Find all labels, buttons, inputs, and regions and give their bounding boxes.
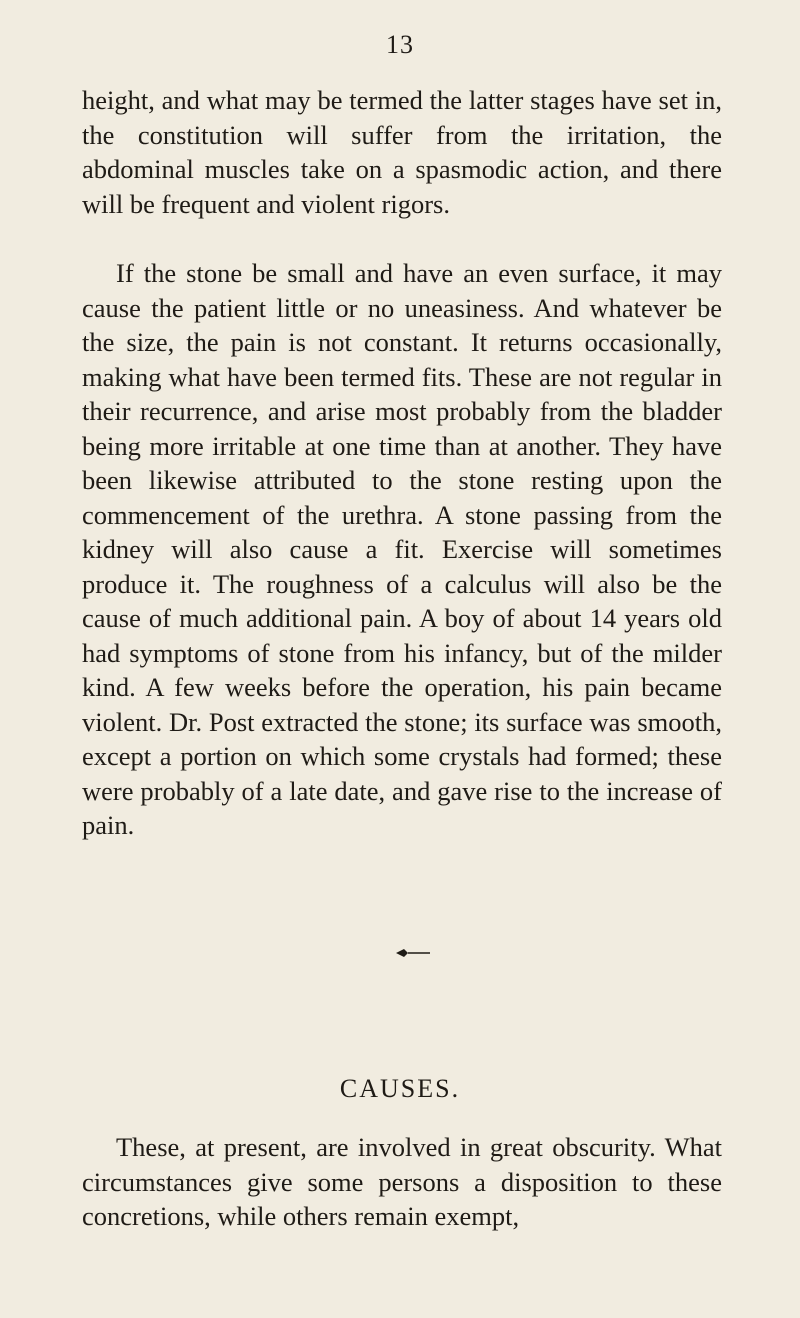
paragraph-symptoms <box>82 256 722 843</box>
page-number: 13 <box>386 30 414 59</box>
paragraph-text: These, at present, are involved in great obscurity. What circumstances give some persons a disposition to these concretions, while others remain exempt, <box>82 1132 722 1231</box>
paragraph-causes <box>82 1130 722 1234</box>
section-divider-ornament <box>368 948 432 958</box>
paragraph-continued <box>82 83 722 221</box>
section-heading-causes: CAUSES. <box>339 1074 461 1103</box>
paragraph-text: height, and what may be termed the latter stages have set in, the constitution will suffer from the irritation, the abdominal muscles take on a spasmodic action, and there will be frequent and violent rigors. <box>82 85 722 219</box>
paragraph-text: If the stone be small and have an even surface, it may cause the patient little or no uneasiness. And whatever be the size, the pain is not constant. It returns occasionally, making what have been termed fits. These are not regular in their recurrence, and arise most probably from the bladder being more irritable at one time than at another. They have been likewise attributed to the stone resting upon the commencement of the urethra. A stone passing from the kidney will also cause a fit. Exercise will sometimes produce it. The roughness of a calculus will also be the cause of much additional pain. A boy of about 14 years old had symptoms of stone from his infancy, but of the milder kind. A few weeks before the operation, his pain became violent. Dr. Post extracted the stone; its surface was smooth, except a portion on which some crystals had formed; these were probably of a late date, and gave rise to the increase of pain. <box>82 258 722 840</box>
